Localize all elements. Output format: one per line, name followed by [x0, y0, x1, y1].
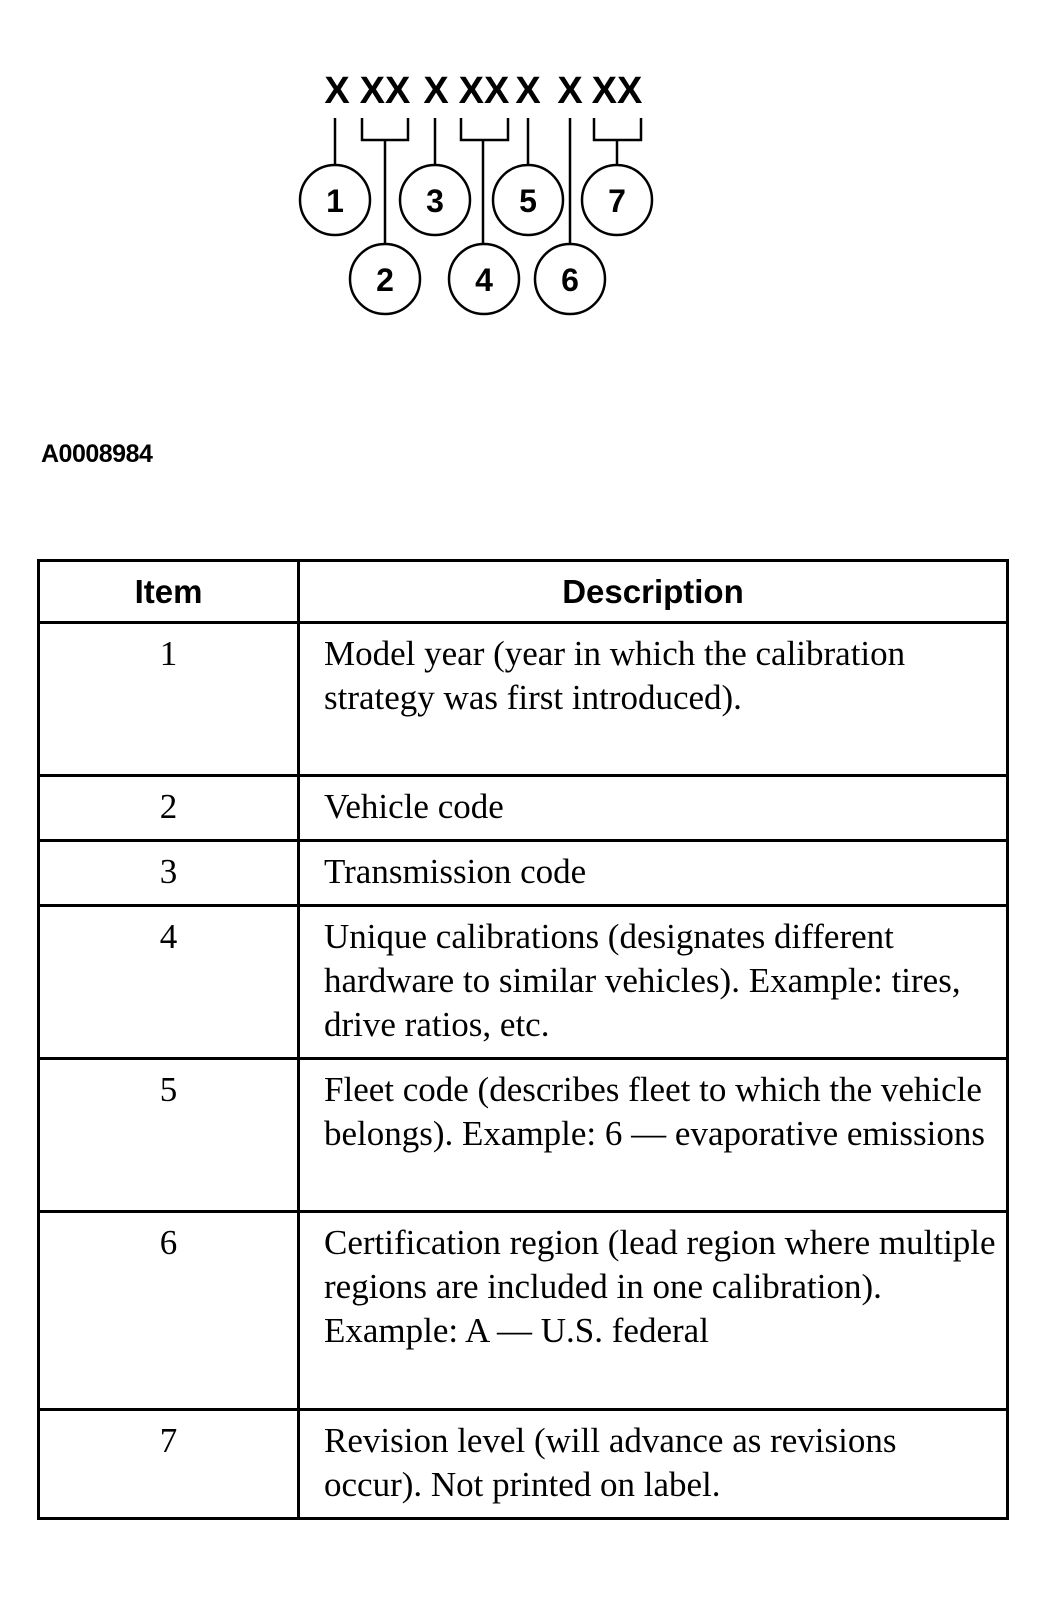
item-description: Fleet code (describes fleet to which the vehicle belongs). Example: 6 — evaporative emissions — [299, 1059, 1008, 1212]
item-description: Transmission code — [299, 841, 1008, 906]
item-description: Certification region (lead region where multiple regions are included in one calibration). Example: A — U.S. federal — [299, 1212, 1008, 1410]
item-description: Revision level (will advance as revisions occur). Not printed on label. — [299, 1410, 1008, 1519]
item-description: Unique calibrations (designates different hardware to similar vehicles). Example: tires, drive ratios, etc. — [299, 906, 1008, 1059]
item-number: 2 — [39, 776, 299, 841]
table-row — [39, 1212, 1008, 1410]
header-item: Item — [39, 561, 299, 623]
item-number: 1 — [39, 623, 299, 776]
code-group-1: X — [324, 70, 350, 112]
code-group-2: XX — [359, 70, 411, 112]
callout-2: 2 — [376, 262, 394, 298]
item-number: 6 — [39, 1212, 299, 1410]
callout-3: 3 — [426, 183, 444, 219]
code-group-6: X — [557, 70, 583, 112]
table-row — [39, 841, 1008, 906]
table-row — [39, 906, 1008, 1059]
code-group-5: X — [515, 70, 541, 112]
callout-1: 1 — [326, 183, 344, 219]
code-group-7: XX — [591, 70, 643, 112]
callout-6: 6 — [561, 262, 579, 298]
callout-5: 5 — [519, 183, 537, 219]
table-header-row — [39, 561, 1008, 623]
item-description-table — [37, 559, 1009, 1520]
code-group-3: X — [423, 70, 449, 112]
callout-7: 7 — [608, 183, 626, 219]
item-number: 4 — [39, 906, 299, 1059]
item-description: Vehicle code — [299, 776, 1008, 841]
figure-id-label: A0008984 — [41, 440, 153, 468]
table-row — [39, 1410, 1008, 1519]
item-description: Model year (year in which the calibration strategy was first introduced). — [299, 623, 1008, 776]
item-number: 7 — [39, 1410, 299, 1519]
item-number: 5 — [39, 1059, 299, 1212]
calibration-code-diagram — [0, 0, 1044, 340]
code-group-4: XX — [458, 70, 510, 112]
item-number: 3 — [39, 841, 299, 906]
callout-4: 4 — [475, 262, 493, 298]
calibration-code-figure — [0, 0, 1044, 340]
table-row — [39, 776, 1008, 841]
table-row — [39, 623, 1008, 776]
table-row — [39, 1059, 1008, 1212]
header-description: Description — [299, 561, 1008, 623]
